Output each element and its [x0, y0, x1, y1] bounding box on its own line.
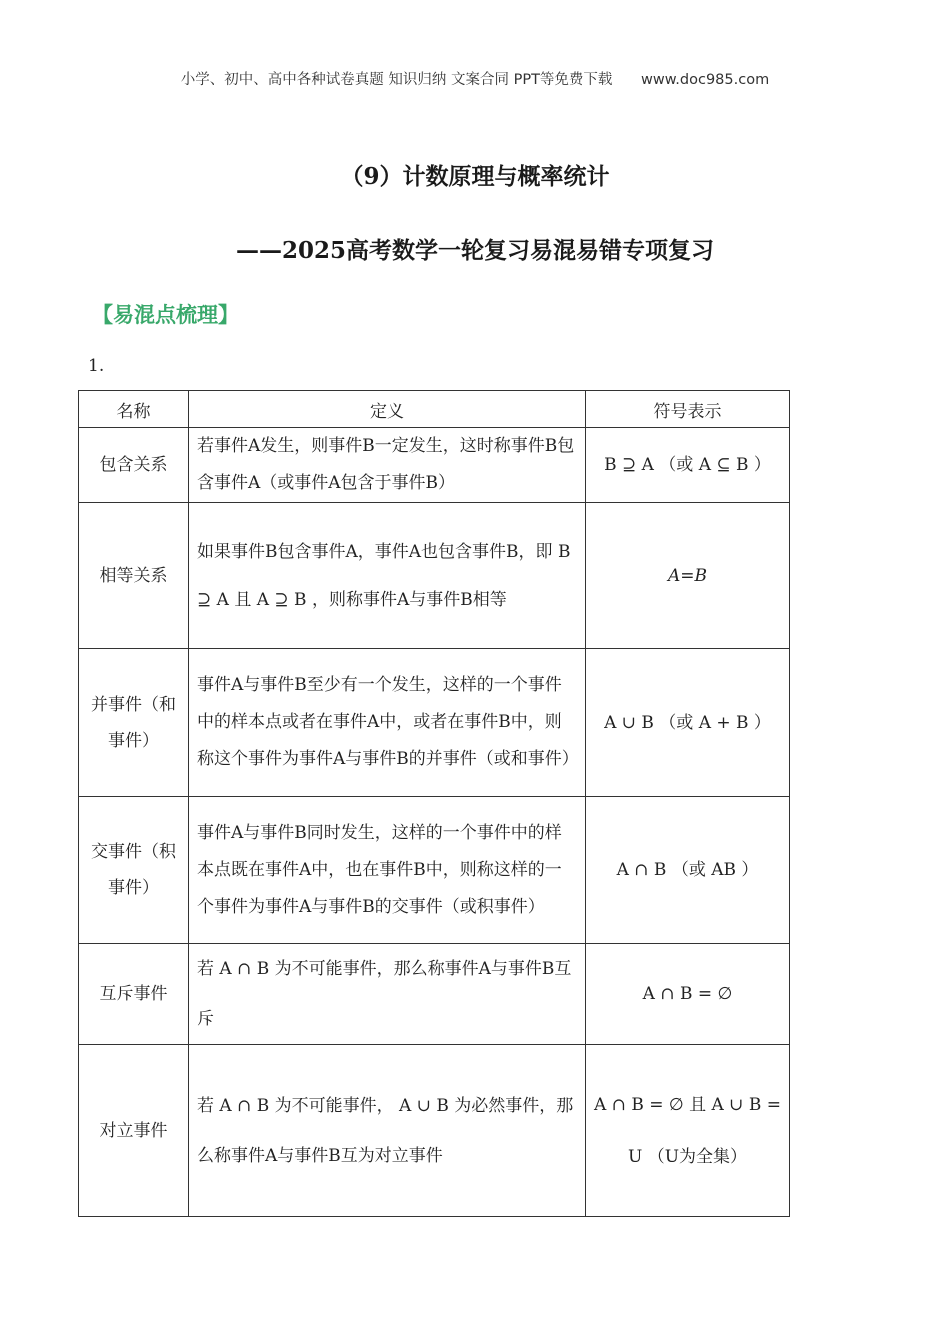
row-definition: 事件A与事件B至少有一个发生，这样的一个事件中的样本点或者在事件A中，或者在事件B中，则称这个事件为事件A与事件B的并事件（或和事件）: [189, 649, 586, 797]
item-number: 1.: [88, 356, 105, 376]
page-header: [0, 68, 950, 89]
row-definition: 如果事件B包含事件A，事件A也包含事件B，即 B ⊇ A 且 A ⊇ B ，则称事件A与事件B相等: [189, 503, 586, 649]
table-header-row: [79, 391, 790, 428]
col-header-symbol: 符号表示: [586, 391, 790, 428]
table-row: [79, 944, 790, 1045]
row-symbol: B ⊇ A （或 A ⊆ B ）: [586, 428, 790, 503]
row-symbol: A ∪ B （或 A + B ）: [586, 649, 790, 797]
row-symbol: A=B: [586, 503, 790, 649]
table-row: [79, 1045, 790, 1217]
row-name: 包含关系: [79, 428, 189, 503]
table-row: [79, 428, 790, 503]
row-definition: 事件A与事件B同时发生，这样的一个事件中的样本点既在事件A中，也在事件B中，则称这样的一个事件为事件A与事件B的交事件（或积事件）: [189, 797, 586, 944]
header-site: www.doc985.com: [641, 72, 770, 88]
row-symbol: A ∩ B = ∅: [586, 944, 790, 1045]
row-symbol: A ∩ B = ∅ 且 A ∪ B = U （U为全集）: [586, 1045, 790, 1217]
row-name: 互斥事件: [79, 944, 189, 1045]
page-title: （9）计数原理与概率统计: [340, 163, 610, 190]
col-header-name: 名称: [79, 391, 189, 428]
row-definition: 若事件A发生，则事件B一定发生，这时称事件B包含事件A（或事件A包含于事件B）: [189, 428, 586, 503]
row-name: 交事件（积事件）: [79, 797, 189, 944]
col-header-definition: 定义: [189, 391, 586, 428]
row-name: 相等关系: [79, 503, 189, 649]
event-relations-table: [78, 390, 790, 1217]
table-row: [79, 649, 790, 797]
row-symbol: A ∩ B （或 AB ）: [586, 797, 790, 944]
table-row: [79, 503, 790, 649]
row-definition: 若 A ∩ B 为不可能事件，那么称事件A与事件B互斥: [189, 944, 586, 1045]
row-name: 并事件（和事件）: [79, 649, 189, 797]
page-subtitle: ——2025高考数学一轮复习易混易错专项复习: [235, 237, 714, 264]
row-name: 对立事件: [79, 1045, 189, 1217]
row-definition: 若 A ∩ B 为不可能事件， A ∪ B 为必然事件，那么称事件A与事件B互为对立事件: [189, 1045, 586, 1217]
section-heading: 【易混点梳理】: [92, 303, 239, 327]
header-text: 小学、初中、高中各种试卷真题 知识归纳 文案合同 PPT等免费下载: [180, 72, 613, 88]
table-row: [79, 797, 790, 944]
